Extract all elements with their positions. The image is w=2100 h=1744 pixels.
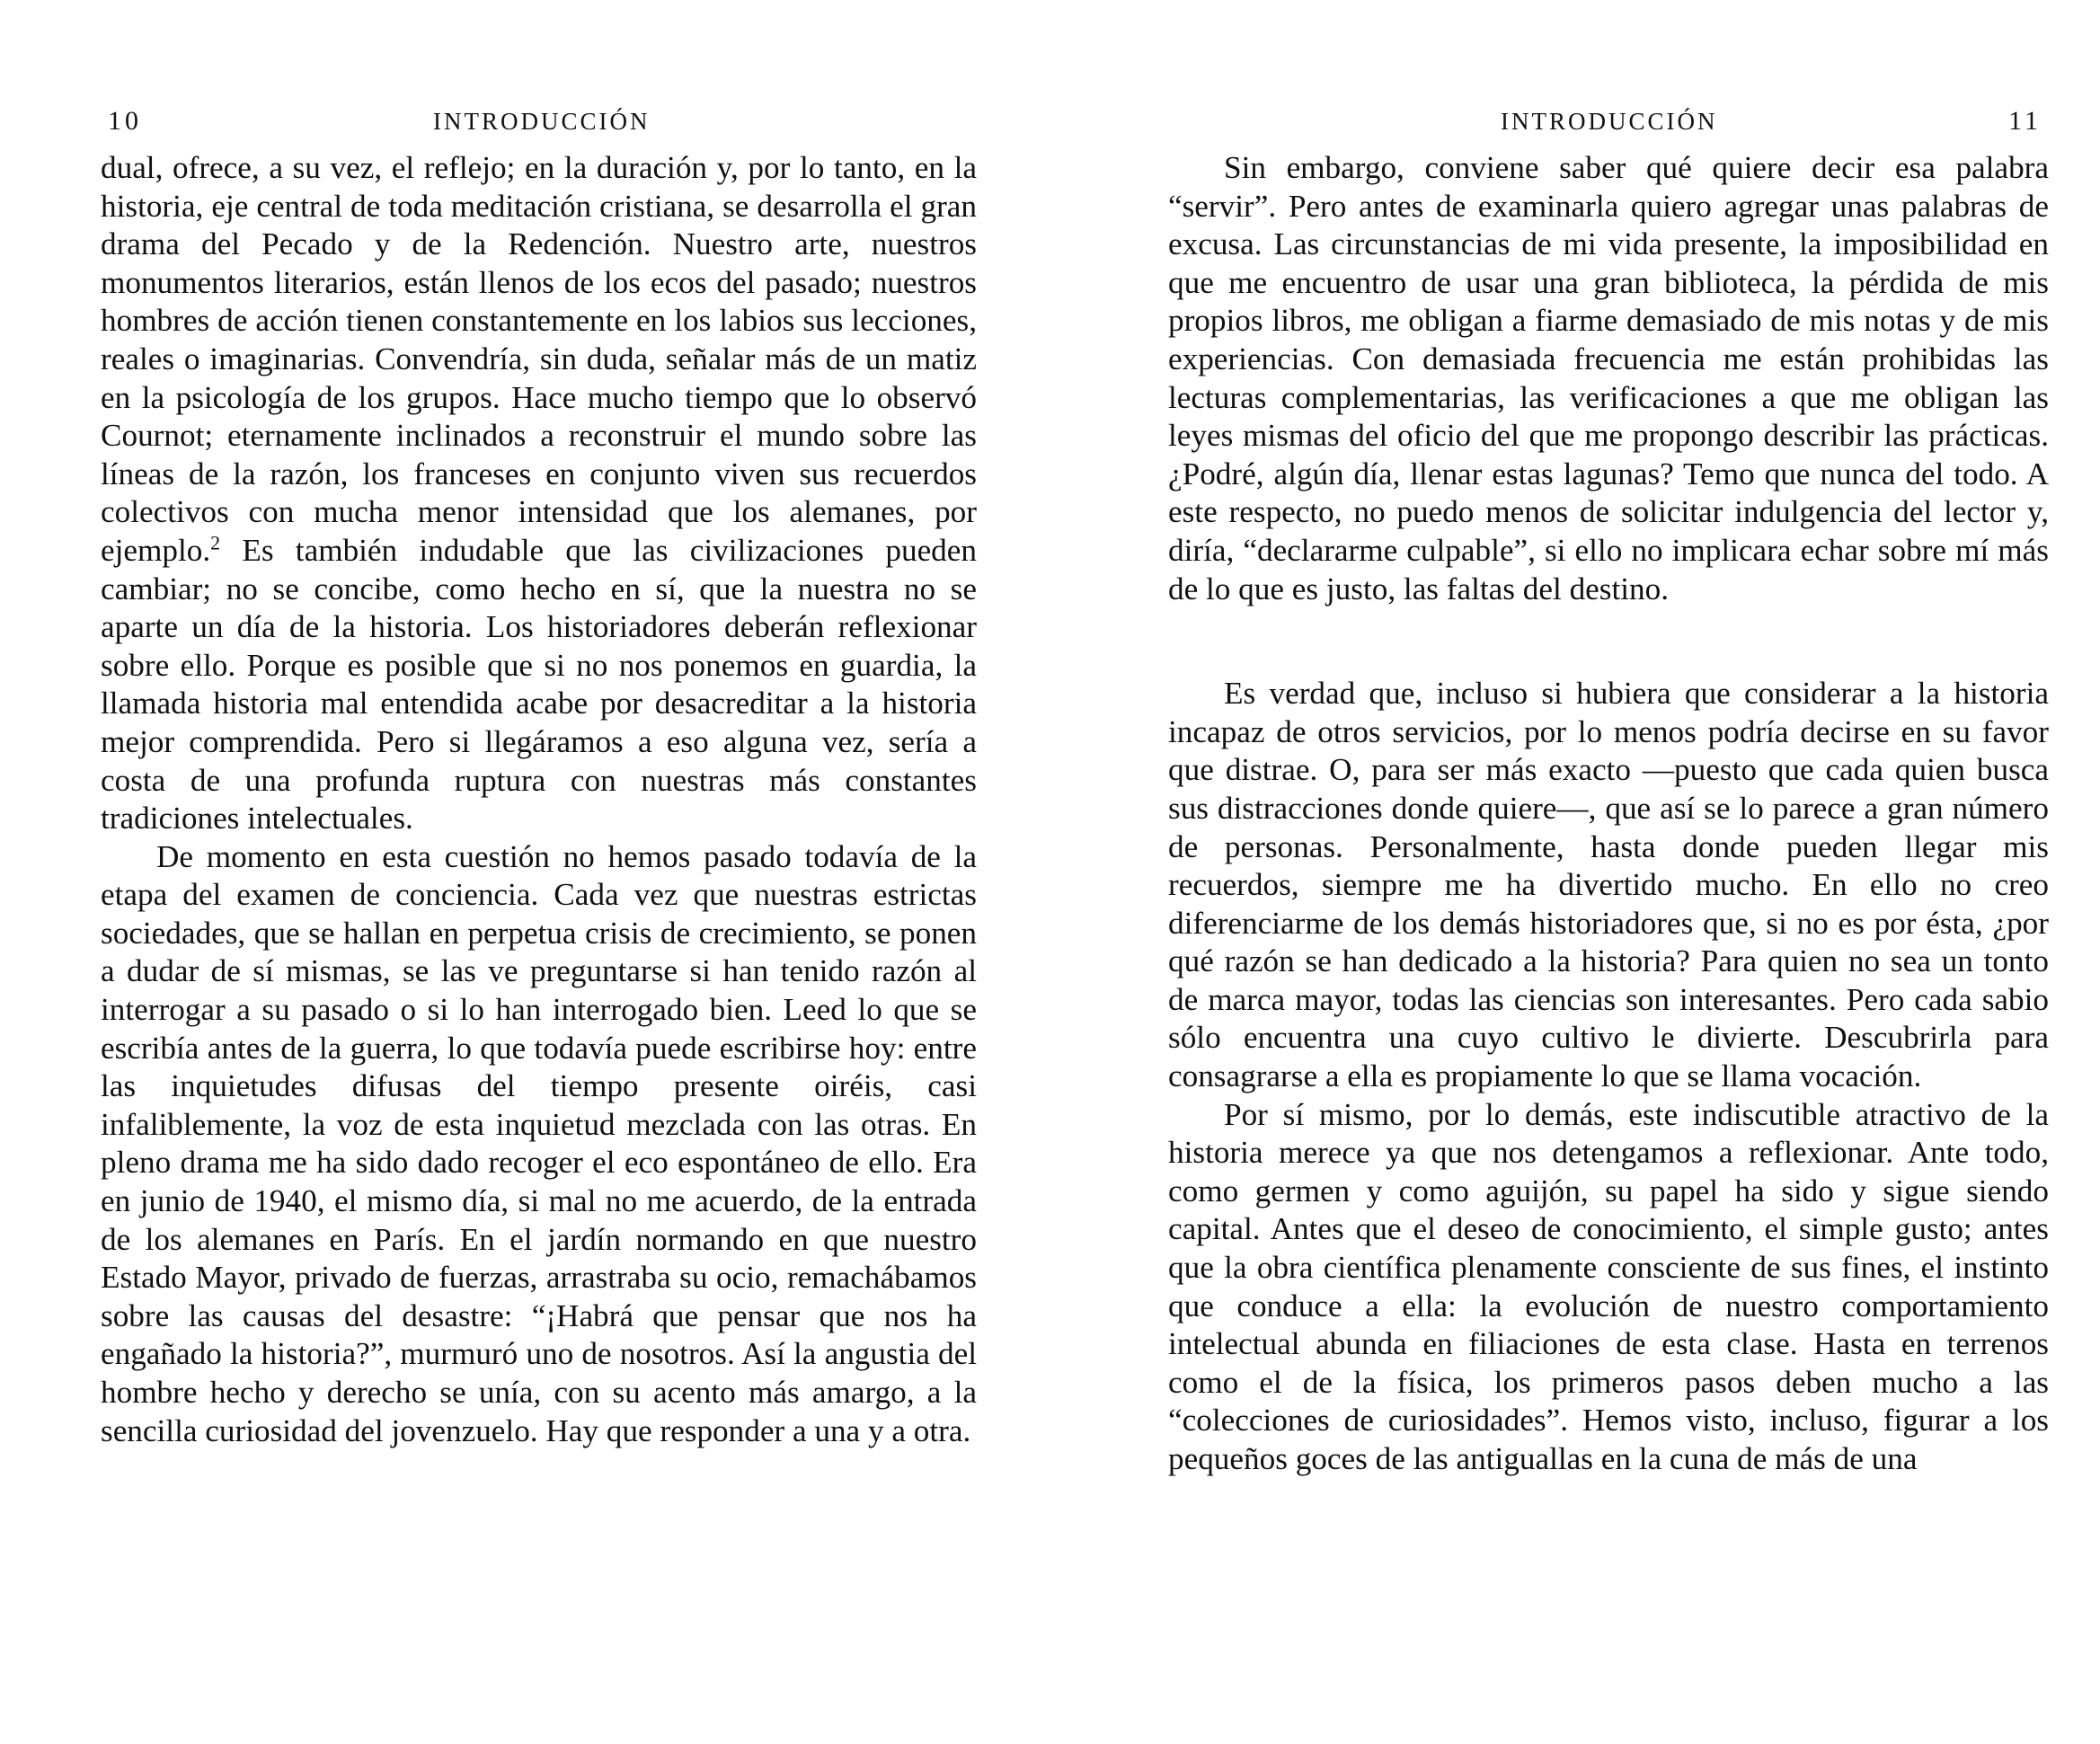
paragraph: De momento en esta cuestión no hemos pasado todavía de la etapa del examen de conciencia. Cada vez que nuestras estrictas sociedades, que se hallan en perpetua crisis de crecimiento, se ponen a dudar de sí mismas, se las ve preguntarse si han tenido razón al interrogar a su pasado o si lo han interrogado bien. Leed lo que se escribía antes de la guerra, lo que todavía puede escribirse hoy: entre las inquietudes difusas del tiempo presente oiréis, casi infaliblemente, la voz de esta inquietud mezclada con las otras. En pleno drama me ha sido dado recoger el eco espontáneo de ello. Era en junio de 1940, el mismo día, si mal no me acuerdo, de la entrada de los alemanes en París. En el jardín normando en que nuestro Estado Mayor, privado de fuerzas, arrastraba su ocio, remachábamos sobre las causas del desastre: “¡Habrá que pensar que nos ha engañado la historia?”, murmuró uno de nosotros. Así la angustia del hombre hecho y derecho se unía, con su acento más amargo, a la sencilla curiosidad del jovenzuelo. Hay que responder a una y a otra. [101,838,977,1448]
paragraph: Sin embargo, conviene saber qué quiere decir esa palabra “servir”. Pero antes de examinarla quiero agregar unas palabras de excusa. Las circunstancias de mi vida presente, la imposibilidad en que me encuentro de usar una gran biblioteca, la pérdida de mis propios libros, me obligan a fiarme demasiado de mis notas y de mis experiencias. Con demasiada frecuencia me están prohibidas las lecturas complementarias, las verificaciones a que me obligan las leyes mismas del oficio del que me propongo describir las prácticas. ¿Podré, algún día, llenar estas lagunas? Temo que nunca del todo. A este respecto, no puedo menos de solicitar indulgencia del lector y, diría, “declararme culpable”, si ello no implicara echar sobre mí más de lo que es justo, las faltas del destino. [1168,150,2049,606]
running-head [1168,106,2049,149]
running-head-title: INTRODUCCIÓN [1501,108,1718,135]
paragraph [101,149,977,838]
paragraph-text: dual, ofrece, a su vez, el reflejo; en la duración y, por lo tanto, en la historia, eje central de toda meditación cristiana, se desarrolla el gran drama del Pecado y de la Redención. Nuestro arte, nuestros monumentos literarios, están llenos de los ecos del pasado; nuestros hombres de acción tienen constantemente en los labios sus lecciones, reales o imaginarias. Convendría, sin duda, señalar más de un matiz en la psicología de los grupos. Hace mucho tiempo que lo observó Cournot; eternamente inclinados a reconstruir el mundo sobre las líneas de la razón, los franceses en conjunto viven sus recuerdos colectivos con mucha menor intensidad que los alemanes, por ejemplo. [101,150,977,568]
paragraph: Por sí mismo, por lo demás, este indiscutible atractivo de la historia merece ya que nos detengamos a reflexionar. Ante todo, como germen y como aguijón, su papel ha sido y sigue siendo capital. Antes que el deseo de conocimiento, el simple gusto; antes que la obra científica plenamente consciente de sus fines, el instinto que conduce a ella: la evolución de nuestro comportamiento intelectual abunda en filiaciones de esta clase. Hasta en terrenos como el de la física, los primeros pasos deben mucho a las “colecciones de curiosidades”. Hemos visto, incluso, figurar a los pequeños goces de las antiguallas en la cuna de más de una [1168,1096,2049,1476]
page-number: 11 [2008,106,2042,136]
running-head [101,106,977,149]
paragraph-text: Es también indudable que las civilizaciones pueden cambiar; no se concibe, como hecho en sí, que la nuestra no se aparte un día de la historia. Los historiadores deberán reflexionar sobre ello. Porque es posible que si no nos ponemos en guardia, la llamada historia mal entendida acabe por desacreditar a la historia mejor comprendida. Pero si llegáramos a eso alguna vez, sería a costa de una profunda ruptura con nuestras más constantes tradiciones intelectuales. [101,532,977,837]
right-page [1168,106,2049,1479]
paragraph: Es verdad que, incluso si hubiera que considerar a la historia incapaz de otros servicios, por lo menos podría decirse en su favor que distrae. O, para ser más exacto —puesto que cada quien busca sus distracciones donde quiere—, que así se lo parece a gran número de personas. Personalmente, hasta donde pueden llegar mis recuerdos, siempre me ha divertido mucho. En ello no creo diferenciarme de los demás historiadores que, si no es por ésta, ¿por qué razón se han dedicado a la historia? Para quien no sea un tonto de marca mayor, todas las ciencias son interesantes. Pero cada sabio sólo encuentra una cuyo cultivo le divierte. Descubrirla para consagrarse a ella es propiamente lo que se llama vocación. [1168,676,2049,1094]
left-page [101,106,977,1450]
page-number: 10 [108,106,142,136]
running-head-title: INTRODUCCIÓN [433,108,651,135]
footnote-reference: 2 [210,531,221,554]
